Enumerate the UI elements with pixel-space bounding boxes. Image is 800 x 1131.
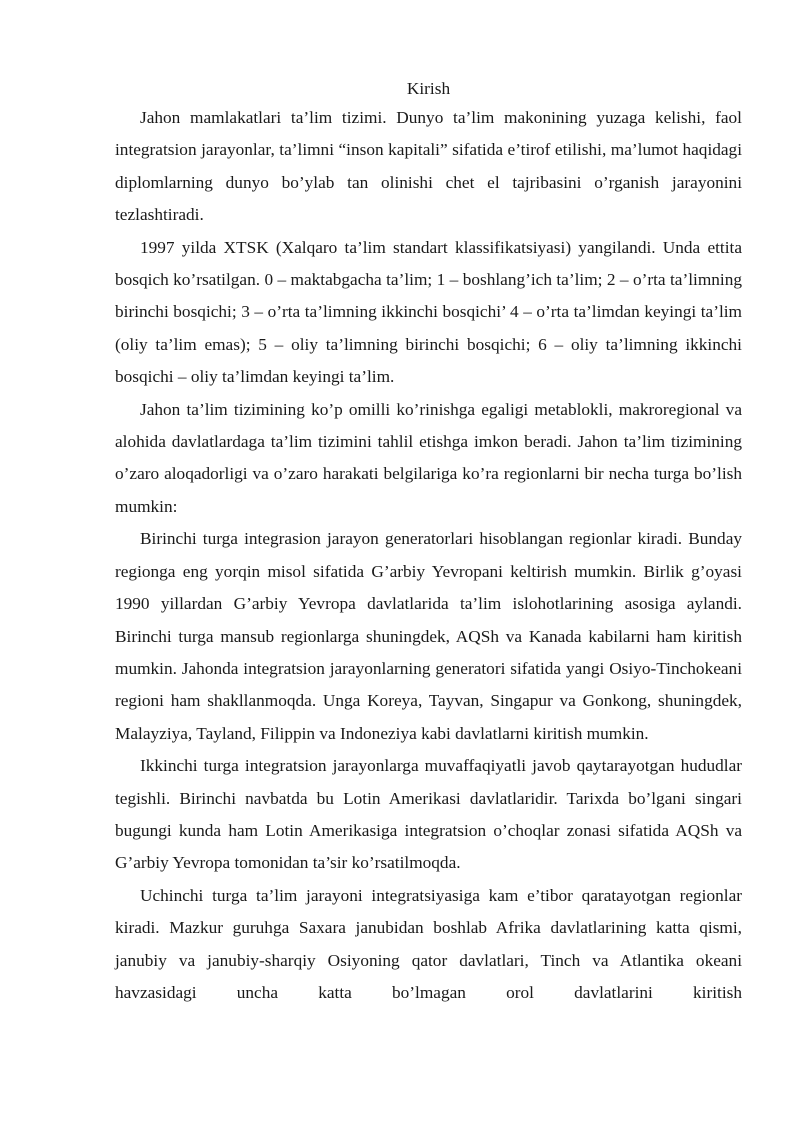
document-page	[115, 76, 742, 1009]
paragraph-1: Jahon mamlakatlari ta’lim tizimi. Dunyo ta’lim makonining yuzaga kelishi, faol integratsion jarayonlar, ta’limni “inson kapitali” sifatida e’tirof etilishi, ma’lumot haqidagi diplomlarning dunyo bo’ylab tan olinishi chet el tajribasini o’rganish jarayonini tezlashtiradi.	[115, 108, 742, 225]
page-title: Kirish	[406, 79, 451, 98]
paragraph-2: 1997 yilda XTSK (Xalqaro ta’lim standart klassifikatsiyasi) yangilandi. Unda ettita bosqich ko’rsatilgan. 0 – maktabgacha ta’lim; 1 – boshlang’ich ta’lim; 2 – o’rta ta’limning birinchi bosqichi; 3 – o’rta ta’limning ikkinchi bosqichi’ 4 – o’rta ta’limdan keyingi ta’lim (oliy ta’lim emas); 5 – oliy ta’limning birinchi bosqichi; 6 – oliy ta’limning ikkinchi bosqichi – oliy ta’limdan keyingi ta’lim.	[115, 237, 742, 387]
paragraph-4: Birinchi turga integrasion jarayon generatorlari hisoblangan regionlar kiradi. Bunday regionga eng yorqin misol sifatida G’arbiy Yevropani keltirish mumkin. Birlik g’oyasi 1990 yillardan G’arbiy Yevropa davlatlarida ta’lim islohotlarining asosiga aylandi. Birinchi turga mansub regionlarga shuningdek, AQSh va Kanada kabilarni ham kiritish mumkin. Jahonda integratsion jarayonlarning generatori sifatida yangi Osiyo-Tinchokeani regioni ham shakllanmoqda. Unga Koreya, Tayvan, Singapur va Gonkong, shuningdek, Malayziya, Tayland, Filippin va Indoneziya kabi davlatlarni kiritish mumkin.	[115, 529, 742, 743]
paragraph-6: Uchinchi turga ta’lim jarayoni integratsiyasiga kam e’tibor qaratayotgan regionlar kiradi. Mazkur guruhga Saxara janubidan boshlab Afrika davlatlarining katta qismi, janubiy va janubiy-sharqiy Osiyoning qator davlatlari, Tinch va Atlantika okeani havzasidagi uncha katta bo’lmagan orol davlatlarini kiritish	[115, 885, 742, 1002]
paragraph-5: Ikkinchi turga integratsion jarayonlarga muvaffaqiyatli javob qaytarayotgan hududlar tegishli. Birinchi navbatda bu Lotin Amerikasi davlatlaridir. Tarixda bo’lgani singari bugungi kunda ham Lotin Amerikasiga integratsion o’choqlar zonasi sifatida AQSh va G’arbiy Yevropa tomonidan ta’sir ko’rsatilmoqda.	[115, 756, 742, 873]
paragraph-3: Jahon ta’lim tizimining ko’p omilli ko’rinishga egaligi metablokli, makroregional va alohida davlatlardaga ta’lim tizimini tahlil etishga imkon beradi. Jahon ta’lim tizimining o’zaro aloqadorligi va o’zaro harakati belgilariga ko’ra regionlarni bir necha turga bo’lish mumkin:	[115, 399, 742, 516]
